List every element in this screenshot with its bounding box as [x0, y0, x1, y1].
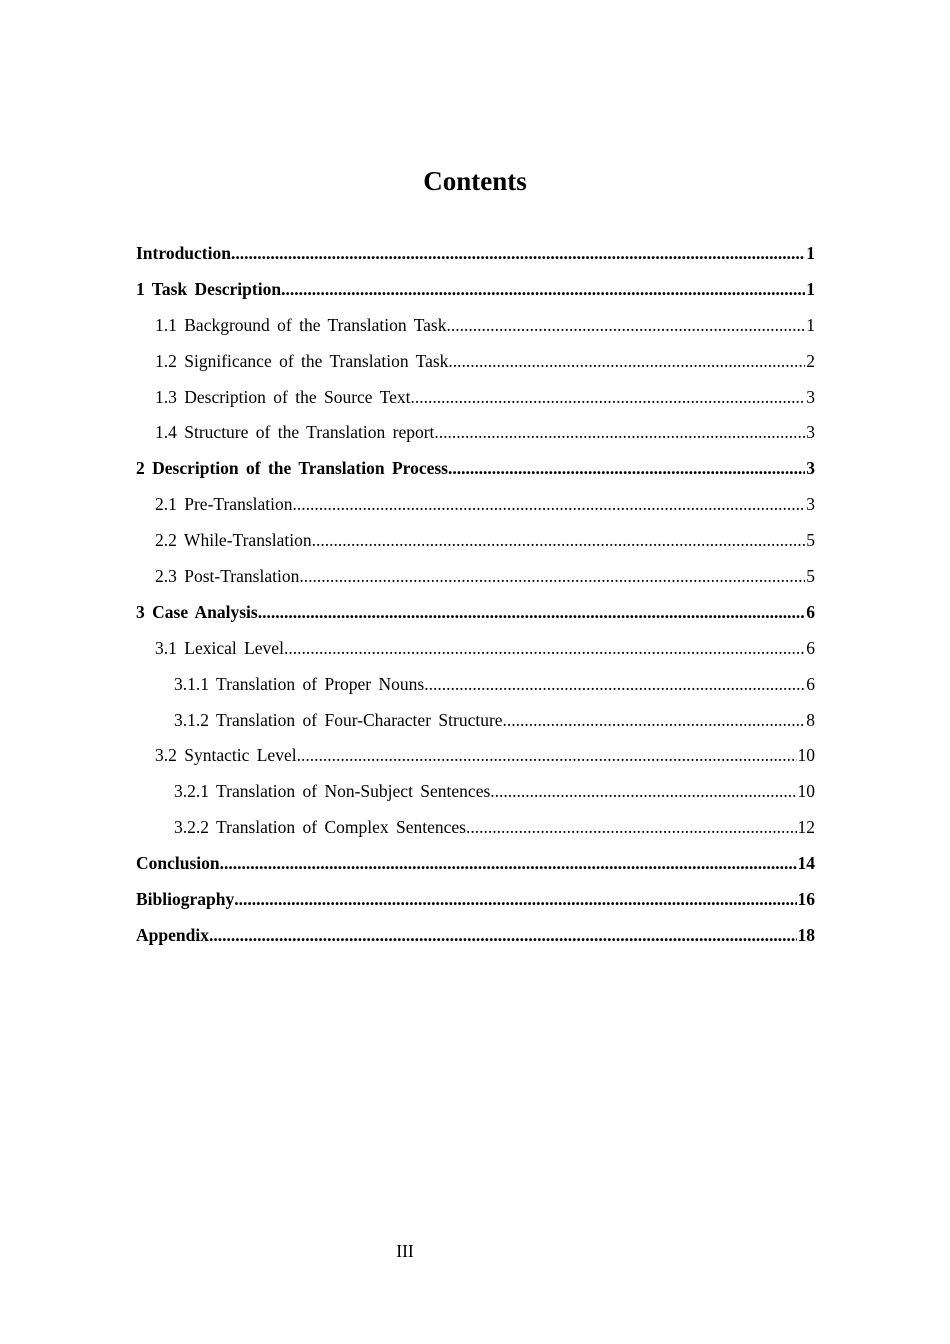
toc-entry-background[interactable] — [136, 308, 815, 344]
dot-leader — [234, 882, 796, 918]
toc-entry-page: 8 — [806, 709, 815, 730]
table-of-contents — [136, 236, 815, 954]
toc-entry-title: 1.4 Structure of the Translation report — [155, 422, 435, 443]
dot-leader — [410, 380, 805, 416]
dot-leader — [466, 810, 797, 846]
toc-entry-title: 3.2.1 Translation of Non-Subject Sentences — [174, 781, 491, 802]
toc-entry-page: 16 — [797, 889, 815, 910]
page-number: III — [396, 1241, 414, 1261]
dot-leader — [424, 667, 805, 703]
toc-entry-lexical-level[interactable] — [136, 631, 815, 667]
dot-leader — [297, 738, 797, 774]
toc-entry-complex-sentences[interactable] — [136, 810, 815, 846]
dot-leader — [434, 415, 805, 451]
toc-entry-translation-process[interactable] — [136, 451, 815, 487]
toc-entry-title: 1.3 Description of the Source Text — [155, 386, 411, 407]
toc-entry-while-translation[interactable] — [136, 523, 815, 559]
dot-leader — [448, 451, 805, 487]
page-title: Contents — [423, 166, 527, 197]
toc-entry-case-analysis[interactable] — [136, 595, 815, 631]
toc-entry-page: 3 — [806, 386, 815, 407]
toc-entry-page: 6 — [806, 601, 815, 622]
dot-leader — [281, 272, 805, 308]
toc-entry-appendix[interactable] — [136, 918, 815, 954]
toc-entry-title: 2.3 Post-Translation — [155, 566, 300, 587]
dot-leader — [293, 487, 806, 523]
dot-leader — [284, 631, 805, 667]
dot-leader — [312, 523, 806, 559]
toc-entry-page: 1 — [806, 314, 815, 335]
toc-entry-page: 1 — [806, 278, 815, 299]
toc-entry-title: Bibliography — [136, 889, 235, 910]
toc-entry-proper-nouns[interactable] — [136, 667, 815, 703]
dot-leader — [299, 559, 805, 595]
toc-entry-title: Introduction — [136, 243, 231, 263]
toc-entry-bibliography[interactable] — [136, 882, 815, 918]
toc-entry-post-translation[interactable] — [136, 559, 815, 595]
toc-entry-page: 6 — [806, 673, 815, 694]
toc-entry-page: 3 — [806, 422, 815, 443]
dot-leader — [209, 918, 797, 954]
toc-entry-conclusion[interactable] — [136, 846, 815, 882]
dot-leader — [447, 308, 806, 344]
toc-entry-page: 5 — [806, 530, 815, 551]
toc-entry-title: 1.2 Significance of the Translation Task — [155, 350, 449, 371]
toc-entry-title: 1.1 Background of the Translation Task — [155, 314, 447, 335]
toc-entry-significance[interactable] — [136, 344, 815, 380]
toc-entry-title: 3.1.2 Translation of Four-Character Structure — [174, 709, 503, 730]
toc-entry-syntactic-level[interactable] — [136, 738, 815, 774]
toc-entry-title: 2.1 Pre-Translation — [155, 494, 293, 515]
toc-entry-page: 1 — [806, 243, 815, 263]
toc-entry-report-structure[interactable] — [136, 415, 815, 451]
toc-entry-page: 18 — [797, 924, 815, 945]
toc-entry-page: 14 — [797, 853, 815, 874]
toc-entry-title: 1 Task Description — [136, 278, 282, 299]
toc-entry-introduction[interactable] — [136, 236, 815, 272]
toc-entry-title: 2.2 While-Translation — [155, 530, 312, 551]
dot-leader — [448, 344, 805, 380]
toc-entry-title: 3.2 Syntactic Level — [155, 745, 297, 766]
dot-leader — [231, 236, 805, 272]
toc-entry-task-description[interactable] — [136, 272, 815, 308]
toc-entry-four-character[interactable] — [136, 703, 815, 739]
toc-entry-page: 12 — [797, 817, 815, 838]
toc-entry-page: 3 — [806, 458, 815, 479]
toc-entry-pre-translation[interactable] — [136, 487, 815, 523]
dot-leader — [503, 703, 806, 739]
dot-leader — [490, 774, 796, 810]
toc-entry-source-text[interactable] — [136, 380, 815, 416]
toc-entry-title: Appendix — [136, 924, 209, 945]
toc-entry-page: 10 — [797, 745, 815, 766]
toc-entry-title: 2 Description of the Translation Process — [136, 458, 448, 479]
toc-entry-page: 5 — [806, 566, 815, 587]
toc-entry-title: 3.2.2 Translation of Complex Sentences — [174, 817, 466, 838]
toc-entry-title: 3.1 Lexical Level — [155, 637, 284, 658]
dot-leader — [220, 846, 797, 882]
dot-leader — [258, 595, 806, 631]
toc-entry-title: Conclusion — [136, 853, 220, 874]
toc-entry-page: 6 — [806, 637, 815, 658]
toc-entry-non-subject[interactable] — [136, 774, 815, 810]
toc-entry-page: 3 — [806, 494, 815, 515]
toc-entry-title: 3 Case Analysis — [136, 601, 258, 622]
toc-entry-page: 10 — [797, 781, 815, 802]
toc-entry-page: 2 — [806, 350, 815, 371]
toc-entry-title: 3.1.1 Translation of Proper Nouns — [174, 673, 425, 694]
